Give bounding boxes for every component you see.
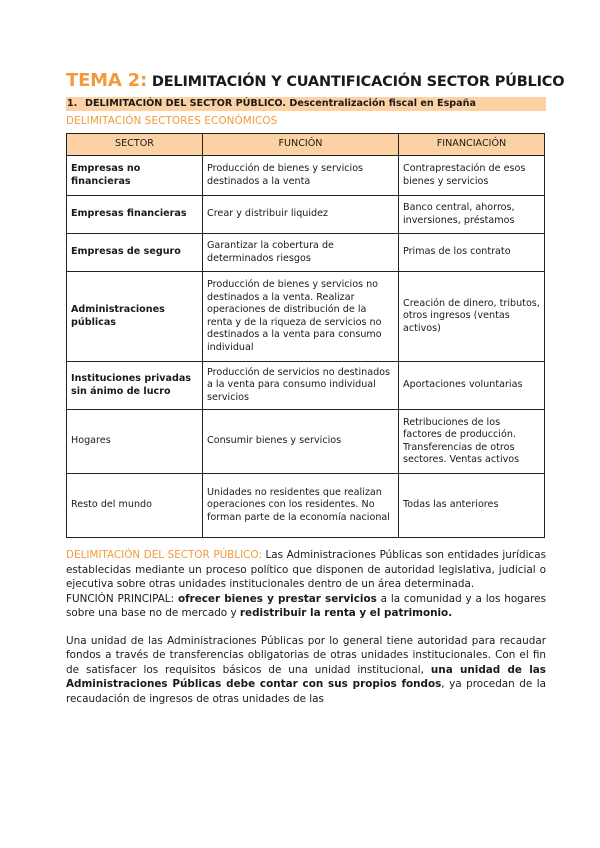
column-header: SECTOR — [67, 134, 203, 156]
table-header-row — [67, 134, 545, 156]
sectors-table — [66, 133, 545, 538]
main-function-label: FUNCIÓN PRINCIPAL: — [66, 592, 178, 605]
paragraph-funds — [66, 634, 546, 707]
column-header: FUNCIÓN — [203, 134, 399, 156]
table-row — [67, 474, 545, 538]
sector-cell: Empresas de seguro — [67, 234, 203, 272]
subheading: DELIMITACIÓN SECTORES ECONÓMICOS — [66, 115, 278, 127]
definition-text: Las Administraciones Públicas son entidades jurídicas establecidas mediante un proceso político que disponen de autoridad legislativa, judicial o ejecutiva sobre otras unidades institucionales dentro de un área determinada. — [66, 549, 546, 590]
function-cell: Producción de servicios no destinados a la venta para consumo individual servicios — [203, 362, 399, 410]
page-title — [66, 70, 565, 91]
body-text — [66, 548, 546, 706]
sector-cell: Empresas no financieras — [67, 156, 203, 196]
section-number: 1. — [67, 98, 78, 109]
sector-cell: Instituciones privadas sin ánimo de lucro — [67, 362, 203, 410]
function-cell: Unidades no residentes que realizan operaciones con los residentes. No forman parte de la economía nacional — [203, 474, 399, 538]
main-function-mid: a la comunidad y a los hogares sobre una base no de mercado y — [66, 592, 546, 619]
function-cell: Producción de bienes y servicios destinados a la venta — [203, 156, 399, 196]
column-header: FINANCIACIÓN — [399, 134, 545, 156]
sector-cell: Administraciones públicas — [67, 272, 203, 362]
main-function-bold-2: redistribuir la renta y el patrimonio. — [239, 607, 453, 619]
sector-cell: Hogares — [67, 410, 203, 474]
section-heading — [66, 97, 546, 111]
sector-cell: Resto del mundo — [67, 474, 203, 538]
table-row — [67, 272, 545, 362]
function-cell: Garantizar la cobertura de determinados riesgos — [203, 234, 399, 272]
main-function-bold-1: ofrecer bienes y prestar servicios — [177, 592, 377, 605]
financing-cell: Banco central, ahorros, inversiones, préstamos — [399, 196, 545, 234]
funds-text-1: Una unidad de las Administraciones Públicas por lo general tiene autoridad para recaudar fondos a través de transferencias obligatorias de otras unidades institucionales. Con el fin de satisfacer los requisitos básicos de una unidad institucional, — [66, 634, 546, 676]
financing-cell: Creación de dinero, tributos, otros ingresos (ventas activos) — [399, 272, 545, 362]
function-cell: Producción de bienes y servicios no destinados a la venta. Realizar operaciones de distribución de la renta y de la riqueza de servicios no destinados a la venta para consumo individual — [203, 272, 399, 362]
table-row — [67, 234, 545, 272]
table-row — [67, 362, 545, 410]
financing-cell: Primas de los contrato — [399, 234, 545, 272]
financing-cell: Todas las anteriores — [399, 474, 545, 538]
table-row — [67, 196, 545, 234]
paragraph-definition — [66, 548, 546, 592]
funds-bold: una unidad de las Administraciones Públicas debe contar con sus propios fondos — [66, 663, 546, 690]
section-title: DELIMITACIÓN DEL SECTOR PÚBLICO. Descentralización fiscal en España — [85, 98, 476, 109]
function-cell: Crear y distribuir liquidez — [203, 196, 399, 234]
document-page — [66, 70, 565, 706]
funds-text-2: , ya procedan de la recaudación de ingresos de otras unidades de las — [66, 678, 546, 705]
financing-cell: Contraprestación de esos bienes y servicios — [399, 156, 545, 196]
table-row — [67, 410, 545, 474]
topic-title: DELIMITACIÓN Y CUANTIFICACIÓN SECTOR PÚBLICO — [151, 74, 565, 90]
financing-cell: Retribuciones de los factores de producción. Transferencias de otros sectores. Ventas activos — [399, 410, 545, 474]
table-row — [67, 156, 545, 196]
financing-cell: Aportaciones voluntarias — [399, 362, 545, 410]
topic-number: TEMA 2: — [66, 70, 148, 91]
sector-cell: Empresas financieras — [67, 196, 203, 234]
definition-label: DELIMITACIÓN DEL SECTOR PÚBLICO: — [66, 549, 262, 561]
function-cell: Consumir bienes y servicios — [203, 410, 399, 474]
paragraph-main-function — [66, 592, 546, 621]
